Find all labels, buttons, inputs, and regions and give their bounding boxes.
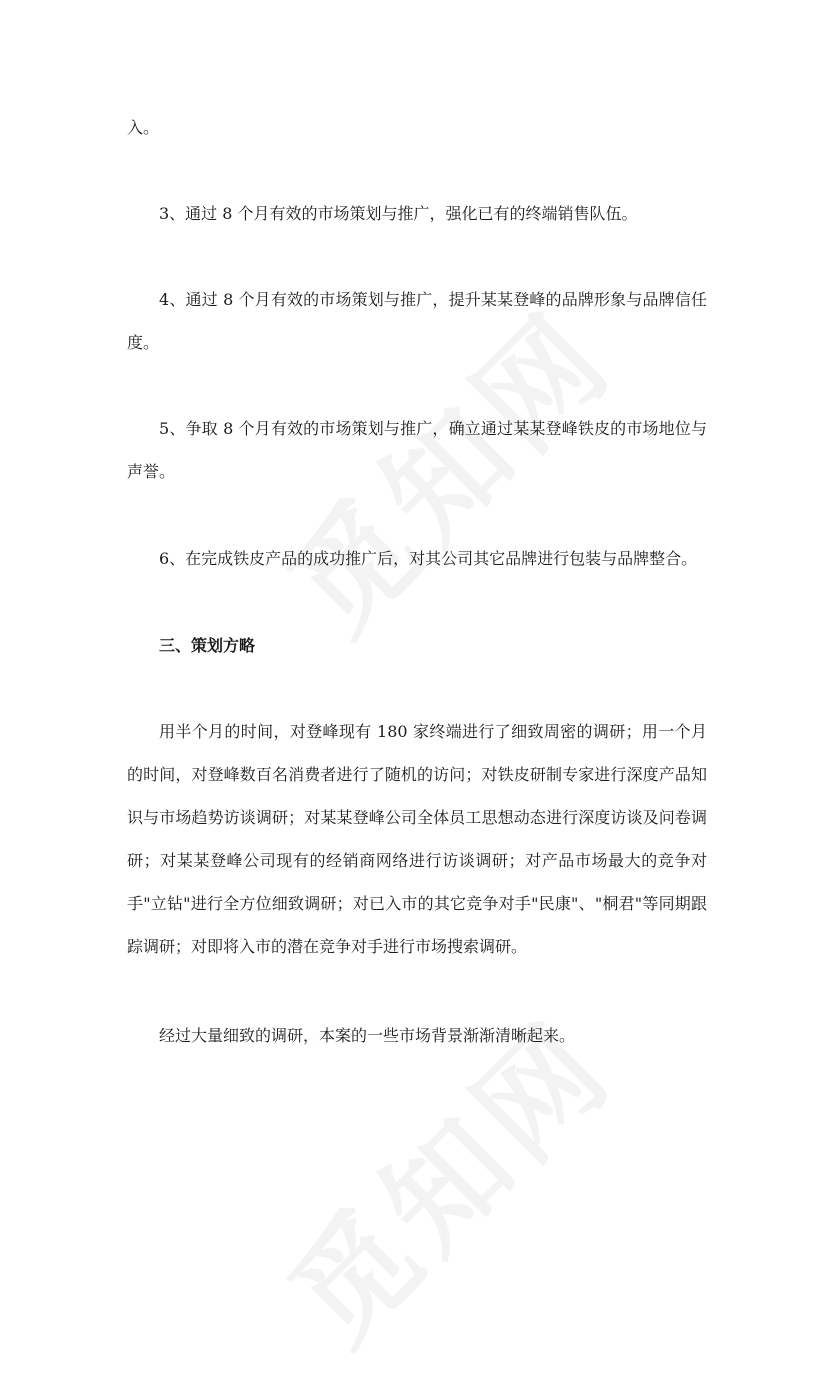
paragraph-item-3: 3、通过 8 个月有效的市场策划与推广，强化已有的终端销售队伍。 xyxy=(159,204,638,223)
paragraph-continuation: 入。 xyxy=(127,118,160,137)
paragraph-item-4: 4、通过 8 个月有效的市场策划与推广，提升某某登峰的品牌形象与品牌信任度。 xyxy=(127,290,707,352)
section-heading: 三、策划方略 xyxy=(159,636,256,655)
paragraph-item-6: 6、在完成铁皮产品的成功推广后，对其公司其它品牌进行包装与品牌整合。 xyxy=(159,549,698,568)
paragraph-conclusion: 经过大量细致的调研，本案的一些市场背景渐渐清晰起来。 xyxy=(159,1026,576,1045)
paragraph-research: 用半个月的时间，对登峰现有 180 家终端进行了细致周密的调研；用一个月的时间，对登峰数百名消费者进行了随机的访问；对铁皮研制专家进行深度产品知识与市场趋势访谈调研；对某某登峰公司全体员工思想动态进行深度访谈及问卷调研；对某某登峰公司现有的经销商网络进行访谈调研；对产品市场最大的竞争对手"立钻"进行全方位细致调研；对已入市的其它竞争对手"民康"、"桐君"等同期跟踪调研；对即将入市的潜在竞争对手进行市场搜索调研。 xyxy=(127,722,707,956)
paragraph-item-5: 5、争取 8 个月有效的市场策划与推广，确立通过某某登峰铁皮的市场地位与声誉。 xyxy=(127,419,707,481)
